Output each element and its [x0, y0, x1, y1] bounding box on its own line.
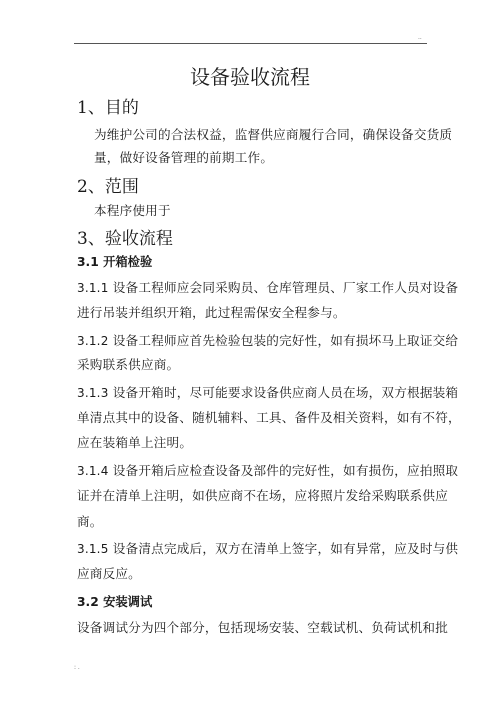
item-3-1-2-line-1 — [77, 330, 458, 349]
item-number: 3.1.1 — [77, 281, 109, 295]
header-mark: .. — [418, 34, 422, 41]
item-number: 3.1.5 — [77, 542, 109, 556]
item-3-1-1-line-2: 进行吊装并组织开箱，此过程需保安全程参与。 — [77, 305, 346, 320]
item-3-1-5-line-2: 应商反应。 — [77, 566, 141, 581]
item-3-1-4-line-3: 商。 — [77, 514, 103, 529]
item-3-1-3-line-1 — [77, 382, 458, 401]
item-text: 设备工程师应会同采购员、仓库管理员、厂家工作人员对设备 — [112, 280, 459, 295]
section-2-heading: 2、范围 — [77, 177, 139, 197]
subsection-3-1-heading: 3.1 开箱检验 — [77, 255, 153, 269]
item-3-1-1-line-1 — [77, 277, 458, 296]
item-number: 3.1.2 — [77, 334, 109, 348]
item-number: 3.1.3 — [77, 386, 109, 400]
section-1-line-1: 为维护公司的合法权益，监督供应商履行合同，确保设备交货质 — [94, 127, 453, 142]
header-rule — [74, 43, 427, 44]
section-1-line-2: 量，做好设备管理的前期工作。 — [94, 150, 274, 165]
item-3-1-4-line-1 — [77, 460, 458, 479]
subsection-3-2-line-1: 设备调试分为四个部分，包括现场安装、空载试机、负荷试机和批 — [77, 620, 449, 635]
item-text: 设备开箱后应检查设备及部件的完好性，如有损伤，应拍照取 — [112, 463, 459, 478]
item-3-1-3-line-2: 单清点其中的设备、随机辅料、工具、备件及相关资料，如有不符， — [77, 410, 461, 425]
item-text: 设备工程师应首先检验包装的完好性，如有损坏马上取证交给 — [112, 333, 459, 348]
item-text: 设备开箱时，尽可能要求设备供应商人员在场，双方根据装箱 — [112, 385, 459, 400]
section-1-heading: 1、目的 — [77, 98, 139, 118]
item-3-1-3-line-3: 应在装箱单上注明。 — [77, 435, 193, 450]
footer-mark: : . — [74, 664, 80, 671]
item-3-1-5-line-1 — [77, 538, 458, 557]
section-3-heading: 3、验收流程 — [77, 229, 173, 249]
item-3-1-4-line-2: 证并在清单上注明，如供应商不在场，应将照片发给采购联系供应 — [77, 488, 449, 503]
item-3-1-2-line-2: 采购联系供应商。 — [77, 357, 180, 372]
item-number: 3.1.4 — [77, 464, 109, 478]
document-title: 设备验收流程 — [190, 65, 310, 89]
subsection-3-2-heading: 3.2 安装调试 — [77, 595, 153, 609]
item-text: 设备清点完成后，双方在清单上签字，如有异常，应及时与供 — [112, 541, 459, 556]
section-2-line-1: 本程序使用于 — [94, 203, 171, 218]
